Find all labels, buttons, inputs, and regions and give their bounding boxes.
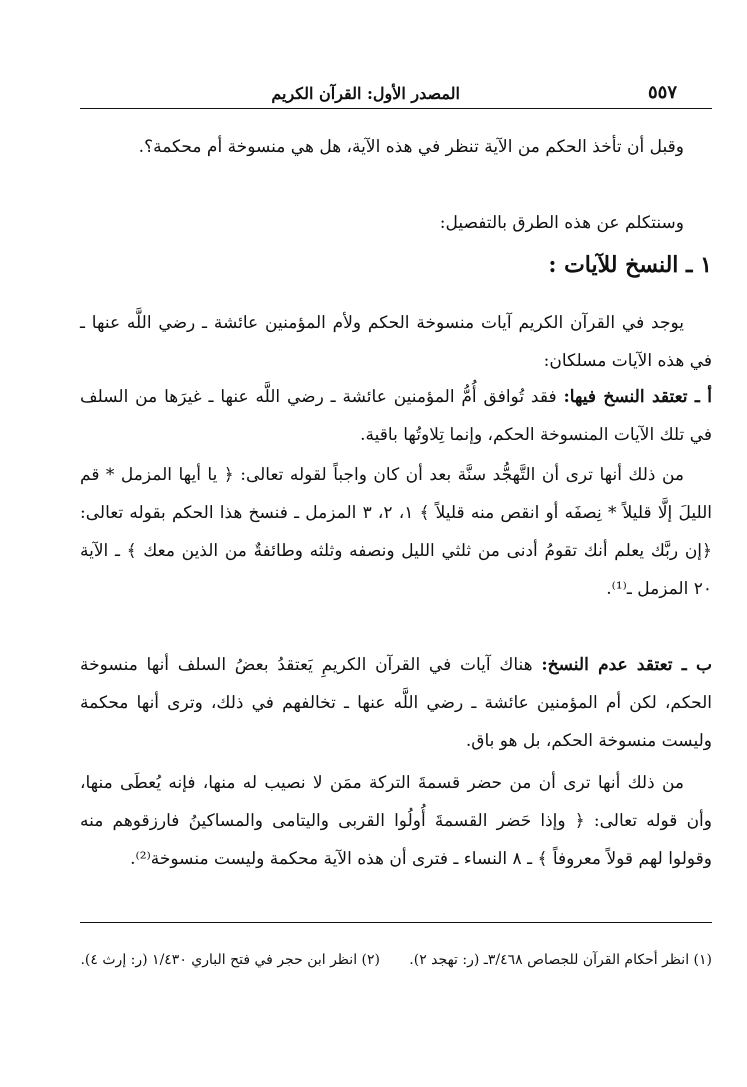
footnote-rule bbox=[80, 922, 712, 923]
paragraph-example-b: من ذلك أنها ترى أن من حضر قسمةَ التركة ممَن لا نصيب له منها، فإنه يُعطَى منها، وأن قوله تعالى: ﴿ وإذا حَضر القسمةَ أُولُوا القربى واليتامى والمساكينُ فارزقوهم منه وقولوا لهم قولاً معروفاً ﴾ ـ ٨ النساء ـ فترى أن هذه الآية محكمة وليست منسوخة⁽²⁾. bbox=[80, 773, 712, 869]
page-number: ٥٥٧ bbox=[648, 82, 678, 103]
paragraph-intro: وقبل أن تأخذ الحكم من الآية تنظر في هذه الآية، هل هي منسوخة أم محكمة؟. bbox=[138, 137, 684, 157]
item-b-text: هناك آيات في القرآن الكريمِ يَعتقدُ بعضُ السلف أنها منسوخة الحكم، لكن أم المؤمنين عائشة ـ رضي اللَّه عنها ـ تخالفهم في ذلك، وترى أنها محكمة وليست منسوخة الحكم، بل هو باق. bbox=[80, 655, 712, 751]
running-header-title: المصدر الأول: القرآن الكريم bbox=[271, 84, 460, 103]
footnote-2: (٢) انظر ابن حجر في فتح الباري ١/٤٣٠ (ر: إرث ٤). bbox=[80, 952, 380, 968]
item-b-label: ب ـ تعتقد عدم النسخ: bbox=[541, 655, 713, 675]
item-a-text: فقد تُوافق أُمُّ المؤمنين عائشة ـ رضي اللَّه عنها ـ غيرَها من السلف في تلك الآيات المنسوخة الحكم، وإنما تِلاوتُها باقية. bbox=[80, 387, 712, 445]
item-a bbox=[80, 378, 712, 454]
item-a-label: أ ـ تعتقد النسخ فيها: bbox=[563, 387, 713, 407]
paragraph-approaches: يوجد في القرآن الكريم آيات منسوخة الحكم ولأم المؤمنين عائشة ـ رضي اللَّه عنها ـ في هذه الآيات مسلكان: bbox=[80, 313, 712, 371]
item-b bbox=[80, 646, 712, 760]
paragraph-example-a: من ذلك أنها ترى أن التَّهجُّد سنَّة بعد أن كان واجباً لقوله تعالى: ﴿ يا أيها المزمل * قم الليلَ إلَّا قليلاً * نِصفَه أو انقص منه قليلاً ﴾ ١، ٢، ٣ المزمل ـ فنسخ هذا الحكم بقوله تعالى: ﴿إن ربَّك يعلم أنك تقومُ أدنى من ثلثي الليل ونصفه وثلثه وطائفةٌ من الذين معك ﴾ ـ الآية ٢٠ المزمل ـ⁽¹⁾. bbox=[80, 465, 712, 599]
paragraph-methods: وسنتكلم عن هذه الطرق بالتفصيل: bbox=[439, 213, 684, 233]
footnote-1: (١) انظر أحكام القرآن للجصاص ٣/٤٦٨ـ (ر: تهجد ٢). bbox=[409, 952, 712, 968]
header-rule bbox=[80, 108, 712, 109]
section-heading: ١ ـ النسخ للآيات : bbox=[548, 252, 712, 278]
